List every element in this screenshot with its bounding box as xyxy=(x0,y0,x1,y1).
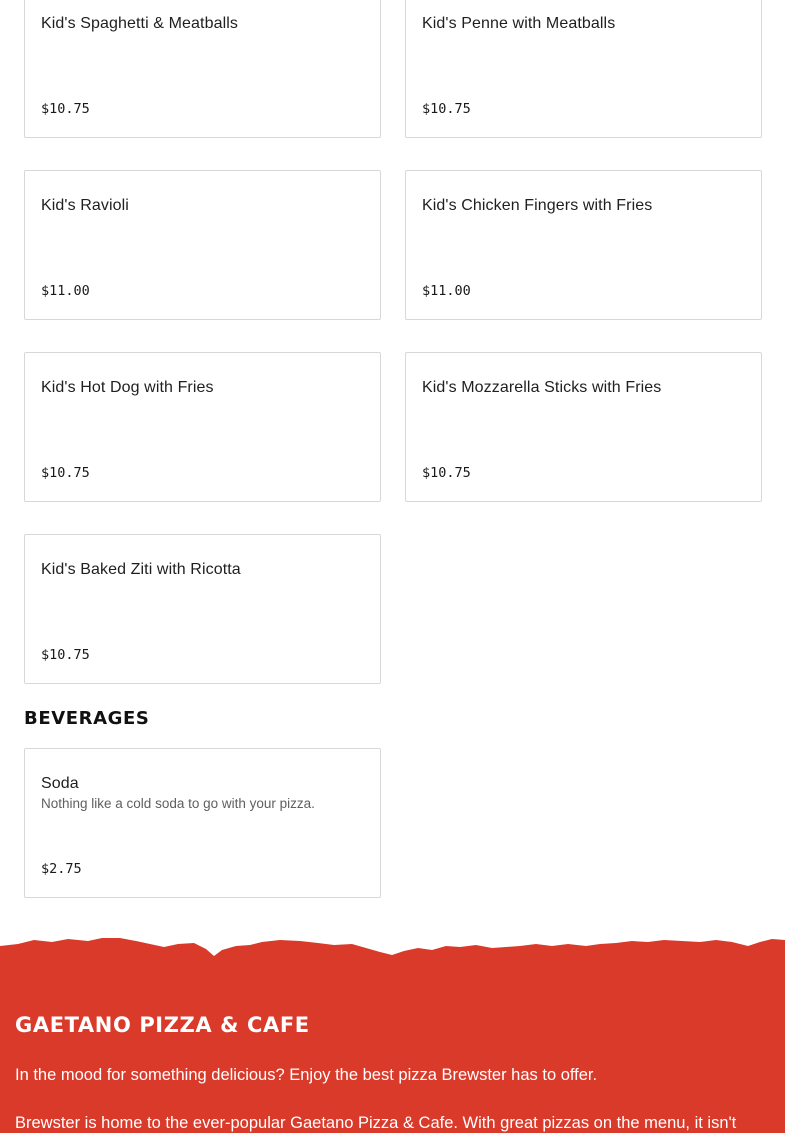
menu-item-card[interactable] xyxy=(405,0,762,138)
menu-item-price: $10.75 xyxy=(41,465,90,481)
menu-item-name: Kid's Chicken Fingers with Fries xyxy=(422,197,653,214)
menu-item-price: $10.75 xyxy=(41,647,90,663)
menu-item-price: $2.75 xyxy=(41,861,82,877)
footer-description: Brewster is home to the ever-popular Gaetano Pizza & Cafe. With great pizzas on the menu, it isn't xyxy=(15,1114,737,1132)
menu-item-name: Kid's Hot Dog with Fries xyxy=(41,379,214,396)
menu-item-price: $10.75 xyxy=(422,101,471,117)
menu-item-price: $10.75 xyxy=(422,465,471,481)
menu-item-name: Kid's Penne with Meatballs xyxy=(422,15,616,32)
menu-item-name: Kid's Baked Ziti with Ricotta xyxy=(41,561,241,578)
menu-item-name: Kid's Spaghetti & Meatballs xyxy=(41,15,238,32)
menu-item-price: $10.75 xyxy=(41,101,90,117)
menu-item-name: Kid's Ravioli xyxy=(41,197,129,214)
menu-item-card[interactable] xyxy=(24,352,381,502)
menu-item-card[interactable] xyxy=(405,352,762,502)
menu-item-price: $11.00 xyxy=(41,283,90,299)
menu-item-card[interactable] xyxy=(24,170,381,320)
menu-item-price: $11.00 xyxy=(422,283,471,299)
menu-item-description: Nothing like a cold soda to go with your pizza. xyxy=(41,796,315,811)
menu-item-card[interactable] xyxy=(24,0,381,138)
menu-item-card[interactable] xyxy=(24,748,381,898)
menu-item-name: Soda xyxy=(41,775,79,792)
site-footer xyxy=(0,936,785,1133)
footer-restaurant-name: GAETANO PIZZA & CAFE xyxy=(15,1013,310,1037)
menu-item-card[interactable] xyxy=(24,534,381,684)
footer-tagline: In the mood for something delicious? Enjoy the best pizza Brewster has to offer. xyxy=(15,1066,598,1084)
menu-item-card[interactable] xyxy=(405,170,762,320)
section-heading-beverages: BEVERAGES xyxy=(24,708,150,729)
menu-item-name: Kid's Mozzarella Sticks with Fries xyxy=(422,379,662,396)
